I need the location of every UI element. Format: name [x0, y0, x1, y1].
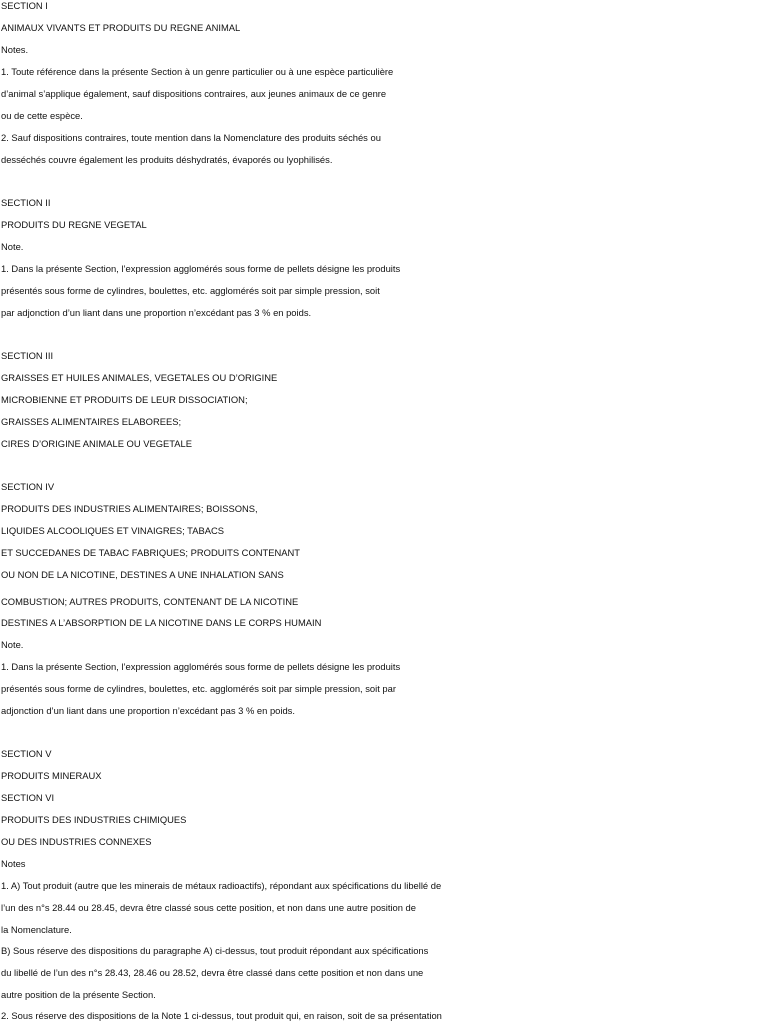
section-2-title: PRODUITS DU REGNE VEGETAL [1, 219, 147, 230]
section-4-title-line: DESTINES A L’ABSORPTION DE LA NICOTINE DANS LE CORPS HUMAIN [1, 617, 322, 628]
section-1-notes-label: Notes. [1, 44, 29, 55]
section-6-note-line: l’un des n°s 28.44 ou 28.45, devra être classé sous cette position, et non dans une autre position de [1, 902, 416, 913]
section-3-title-line: GRAISSES ALIMENTAIRES ELABOREES; [1, 416, 182, 427]
section-1-note-line: 1. Toute référence dans la présente Section à un genre particulier ou à une espèce particulière [1, 66, 394, 77]
section-3-heading: SECTION III [1, 350, 54, 361]
section-2-note-label: Note. [1, 241, 24, 252]
section-2-note-line: présentés sous forme de cylindres, boulettes, etc. agglomérés soit par simple pression, soit [1, 285, 380, 296]
section-6-note-line: B) Sous réserve des dispositions du paragraphe A) ci-dessus, tout produit répondant aux spécifications [1, 945, 429, 956]
section-6-notes-label: Notes [1, 858, 26, 869]
section-4-note-label: Note. [1, 639, 24, 650]
section-4-title-line: ET SUCCEDANES DE TABAC FABRIQUES; PRODUITS CONTENANT [1, 547, 301, 558]
section-6-heading: SECTION VI [1, 792, 55, 803]
section-5-heading: SECTION V [1, 748, 52, 759]
section-2-note-line: 1. Dans la présente Section, l’expression agglomérés sous forme de pellets désigne les produits [1, 263, 401, 274]
section-1-title: ANIMAUX VIVANTS ET PRODUITS DU REGNE ANIMAL [1, 22, 241, 33]
section-1-note-line: ou de cette espèce. [1, 110, 83, 121]
section-1-heading: SECTION I [1, 0, 48, 11]
section-6-note-line: autre position de la présente Section. [1, 989, 156, 1000]
section-6-title-line: PRODUITS DES INDUSTRIES CHIMIQUES [1, 814, 187, 825]
section-4-title-line: COMBUSTION; AUTRES PRODUITS, CONTENANT DE LA NICOTINE [1, 596, 299, 607]
section-6-note-line: 2. Sous réserve des dispositions de la Note 1 ci-dessus, tout produit qui, en raison, soit de sa présentation [1, 1010, 442, 1021]
section-6-note-line: la Nomenclature. [1, 924, 72, 935]
section-1-note-line: d’animal s’applique également, sauf dispositions contraires, aux jeunes animaux de ce genre [1, 88, 387, 99]
section-3-title-line: MICROBIENNE ET PRODUITS DE LEUR DISSOCIATION; [1, 394, 248, 405]
section-4-title-line: OU NON DE LA NICOTINE, DESTINES A UNE INHALATION SANS [1, 569, 284, 580]
section-6-note-line: 1. A) Tout produit (autre que les minerais de métaux radioactifs), répondant aux spécifications du libellé de [1, 880, 442, 891]
section-2-note-line: par adjonction d’un liant dans une proportion n’excédant pas 3 % en poids. [1, 307, 312, 318]
section-3-title-line: CIRES D’ORIGINE ANIMALE OU VEGETALE [1, 438, 193, 449]
section-4-note-line: adjonction d’un liant dans une proportion n’excédant pas 3 % en poids. [1, 705, 295, 716]
section-1-note-line: desséchés couvre également les produits déshydratés, évaporés ou lyophilisés. [1, 154, 333, 165]
section-1-note-line: 2. Sauf dispositions contraires, toute mention dans la Nomenclature des produits séchés ou [1, 132, 381, 143]
section-4-note-line: 1. Dans la présente Section, l’expression agglomérés sous forme de pellets désigne les produits [1, 661, 401, 672]
section-4-title-line: LIQUIDES ALCOOLIQUES ET VINAIGRES; TABACS [1, 525, 224, 536]
section-4-note-line: présentés sous forme de cylindres, boulettes, etc. agglomérés soit par simple pression, soit par [1, 683, 396, 694]
section-6-title-line: OU DES INDUSTRIES CONNEXES [1, 836, 152, 847]
section-6-note-line: du libellé de l’un des n°s 28.43, 28.46 ou 28.52, devra être classé dans cette position et non dans une [1, 967, 424, 978]
section-4-heading: SECTION IV [1, 481, 55, 492]
section-5-title: PRODUITS MINERAUX [1, 770, 102, 781]
section-3-title-line: GRAISSES ET HUILES ANIMALES, VEGETALES OU D’ORIGINE [1, 372, 278, 383]
section-4-title-line: PRODUITS DES INDUSTRIES ALIMENTAIRES; BOISSONS, [1, 503, 258, 514]
section-2-heading: SECTION II [1, 197, 51, 208]
